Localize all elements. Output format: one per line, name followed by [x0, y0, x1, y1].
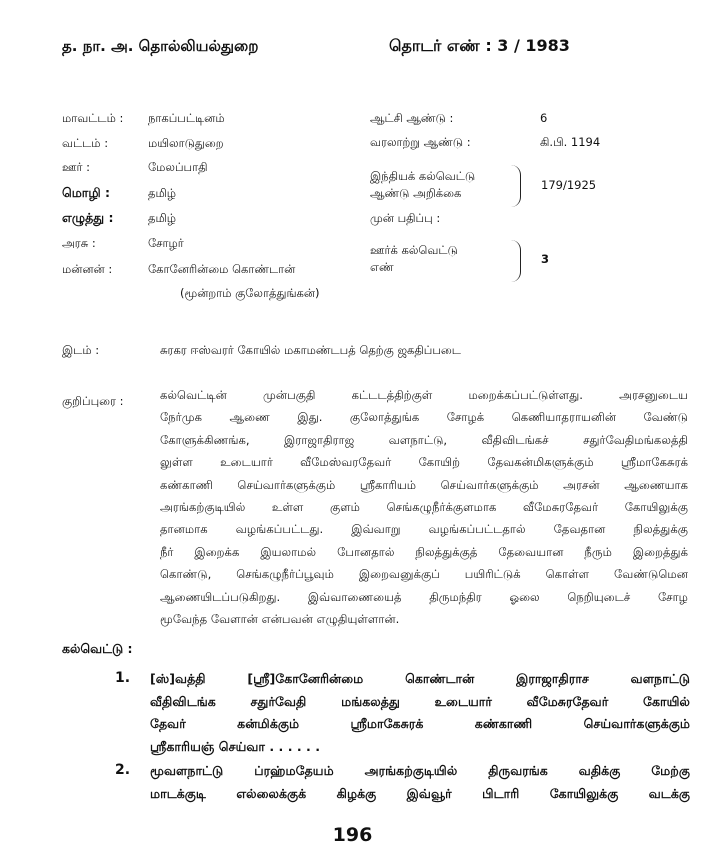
district-label: மாவட்டம் :: [62, 111, 124, 125]
notes-line: கோளுக்கிணங்க, இராஜாதிராஜ வளநாட்டு, வீதிவிடங்கச் சதுர்வேதிமங்கலத்தி: [160, 432, 688, 447]
language-label: மொழி :: [62, 185, 110, 200]
language-value: தமிழ்: [148, 186, 177, 200]
notes-paragraph: [160, 384, 688, 630]
ari-brace: [510, 165, 521, 207]
notes-line: நீர் இறைக்க இயலாமல் போனதால் நிலத்துக்குத் தேவையான நீரும் இறைத்துக்: [160, 544, 688, 559]
district-value: நாகப்பட்டினம்: [148, 111, 225, 125]
inscription-text-line: ஸ்ரீகாரியஞ் செய்வா . . . . . .: [150, 738, 321, 754]
village-inscription-label-line2: எண்: [370, 260, 394, 274]
reign-year-value: 6: [540, 111, 548, 125]
notes-line: மூவேந்த வேளான் என்பவன் எழுதியுள்ளான்.: [160, 612, 400, 627]
notes-line: லுள்ள உடையார் வீமேஸ்வரதேவர் கோயிற் தேவகன்மிகளுக்கும் ஸ்ரீமாகேசுரக்: [160, 455, 688, 470]
notes-line: ஆணையிடப்படுகிறது. இவ்வாணையைத் திருமந்திர ஓலை நெறியுடைச் சோழ: [160, 589, 688, 604]
notes-line: கல்வெட்டின் முன்பகுதி கட்டடத்திற்குள் மறைக்கப்பட்டுள்ளது. அரசனுடைய: [160, 388, 688, 402]
place-label: இடம் :: [62, 343, 100, 357]
inscription-line-number: 2.: [115, 762, 131, 778]
ari-label-line2: ஆண்டு அறிக்கை: [370, 186, 462, 200]
inscription-line-number: 1.: [115, 670, 131, 686]
village-inscription-value: 3: [541, 252, 550, 266]
reign-year-label: ஆட்சி ஆண்டு :: [370, 111, 454, 125]
village-value: மேலப்பாதி: [148, 160, 208, 174]
previous-publication-label: முன் பதிப்பு :: [370, 211, 441, 225]
series-number: தொடர் எண் : 3 / 1983: [389, 36, 570, 55]
king-label: மன்னன் :: [62, 262, 113, 276]
dynasty-value: சோழர்: [148, 236, 184, 250]
inscription-text-line: தேவர் கன்மிக்கும் ஸ்ரீமாகேசுரக் கண்காணி செய்வார்களுக்கும்: [150, 716, 690, 731]
dynasty-label: அரசு :: [62, 236, 96, 250]
notes-line: தானமாக வழங்கப்பட்டது. இவ்வாறு வழங்கப்பட்டதால் தேவதான நிலத்துக்கு: [160, 522, 688, 537]
king-alt-name: (மூன்றாம் குலோத்துங்கன்): [180, 286, 320, 300]
notes-line: அரங்கற்குடியில் உள்ள குளம் செங்கழுநீர்க்குளமாக வீமேசுரதேவர் கோயிலுக்கு: [160, 500, 688, 515]
ari-value: 179/1925: [541, 178, 597, 192]
notes-line: நேர்முக ஆணை இது. குலோத்துங்க சோழக் கெணியாதராயனின் வேண்டு: [160, 410, 688, 425]
script-label: எழுத்து :: [62, 210, 114, 225]
inscription-label: கல்வெட்டு :: [62, 641, 133, 656]
king-value: கோனேரின்மை கொண்டான்: [148, 262, 296, 276]
village-label: ஊர் :: [62, 160, 91, 174]
page-number: 196: [332, 824, 373, 846]
notes-label: குறிப்புரை :: [62, 394, 124, 408]
taluk-label: வட்டம் :: [62, 136, 109, 150]
village-inscription-label-line1: ஊர்க் கல்வெட்டு: [370, 243, 458, 257]
historical-year-label: வரலாற்று ஆண்டு :: [370, 135, 471, 149]
inscription-block-2: [150, 760, 690, 805]
script-value: தமிழ்: [148, 211, 177, 225]
notes-line: கொண்டு, செங்கழுநீர்ப்பூவும் இறைவனுக்குப் பயிரிட்டுக் கொள்ள வேண்டுமென: [160, 567, 688, 582]
inscription-block-1: [150, 668, 690, 758]
department-title: த. நா. அ. தொல்லியல்துறை: [62, 37, 259, 55]
inscription-text-line: [ஸ்]வத்தி [ஸ்ரீ]கோனேரின்மை கொண்டான் இராஜாதிராச வளநாட்டு: [150, 671, 690, 686]
inscription-text-line: மூவளநாட்டு ப்ரஹ்மதேயம் அரங்கற்குடியில் திருவரங்க வதிக்கு மேற்கு: [150, 763, 690, 778]
ari-label-line1: இந்தியக் கல்வெட்டு: [370, 169, 476, 183]
notes-line: கண்காணி செய்வார்களுக்கும் ஸ்ரீகாரியம் செய்வார்களுக்கும் அரசன் ஆணையாக: [160, 477, 688, 492]
inscription-text-line: மாடக்குடி எல்லைக்குக் கிழக்கு இவ்வூர் பிடாரி கோயிலுக்கு வடக்கு: [150, 785, 690, 801]
historical-year-value: கி.பி. 1194: [540, 135, 601, 149]
village-inscription-brace: [510, 240, 521, 282]
taluk-value: மயிலாடுதுறை: [148, 136, 224, 150]
inscription-text-line: வீதிவிடங்க சதுர்வேதி மங்கலத்து உடையார் வீமேசுரதேவர் கோயில்: [150, 693, 690, 709]
place-value: சுரகர ஈஸ்வரர் கோயில் மகாமண்டபத் தெற்கு ஜகதிப்படை: [160, 343, 461, 357]
